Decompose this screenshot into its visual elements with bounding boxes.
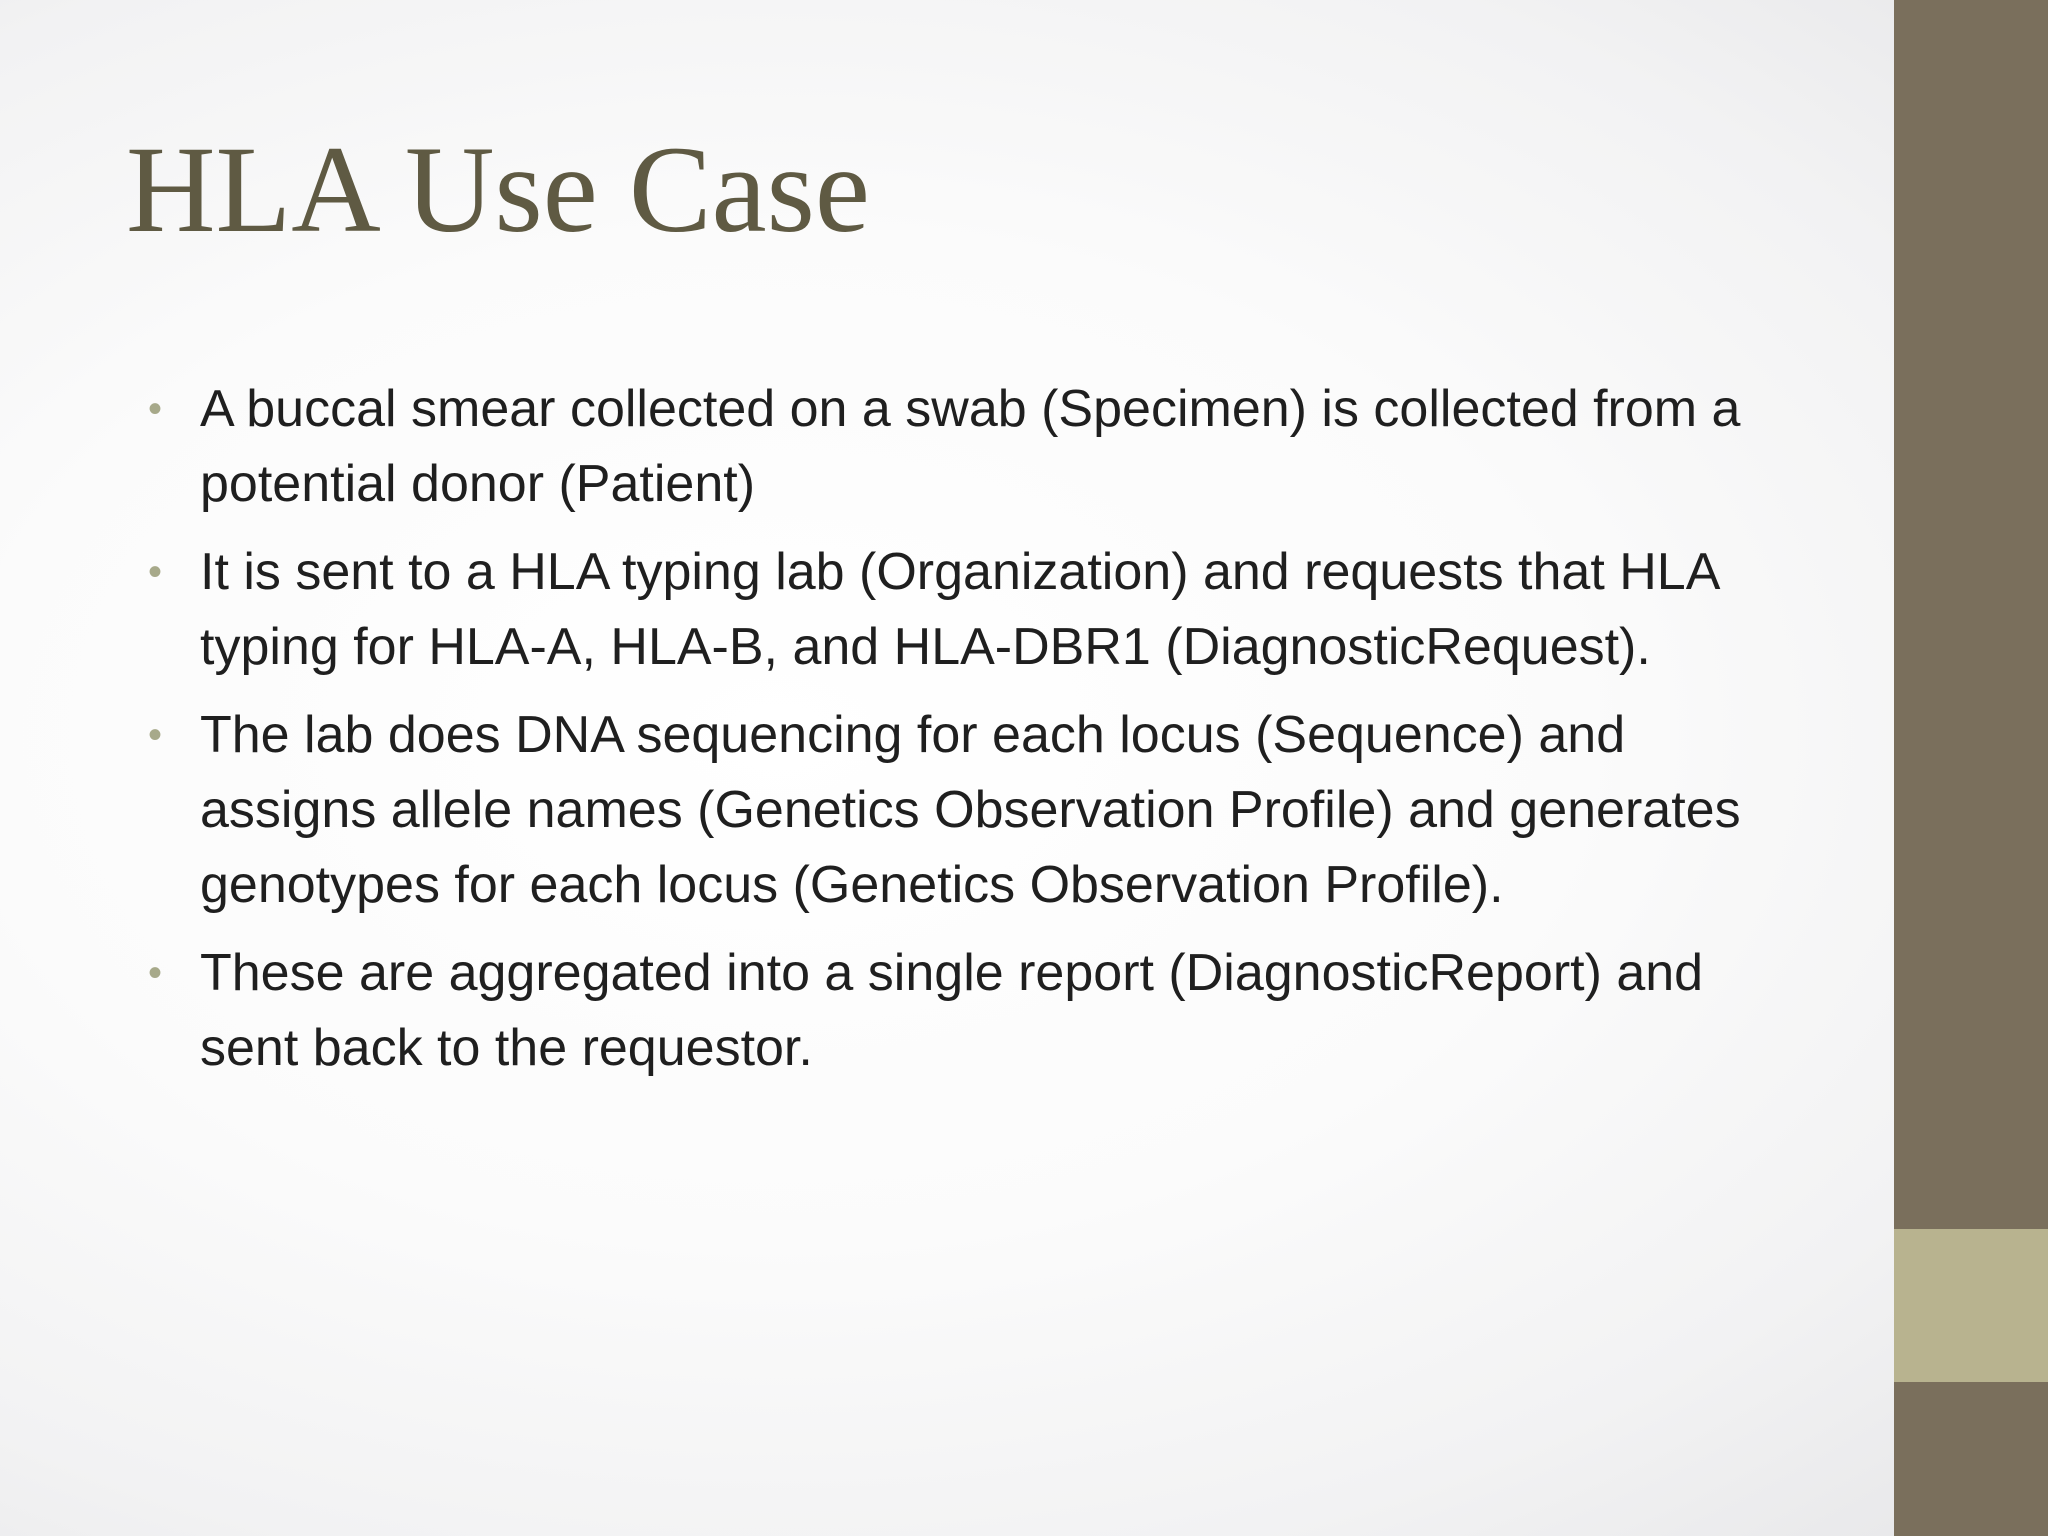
slide-title: HLA Use Case: [126, 121, 870, 258]
bullet-item-1: [148, 372, 1768, 522]
bullet-item-2: [148, 535, 1768, 685]
bullet-dot-icon: •: [148, 387, 163, 431]
bullet-item-3: [148, 698, 1768, 923]
bullet-dot-icon: •: [148, 550, 163, 594]
bullet-dot-icon: •: [148, 713, 163, 757]
bullet-text: A buccal smear collected on a swab (Specimen) is collected from a potential donor (Patient): [200, 380, 1741, 513]
bullet-item-4: [148, 936, 1768, 1086]
decorative-side-bar: [1894, 0, 2048, 1536]
bullet-text: The lab does DNA sequencing for each locus (Sequence) and assigns allele names (Genetics Observation Profile) and generates genotypes for each locus (Genetics Observation Profile).: [200, 706, 1741, 914]
side-bar-dark-top: [1894, 0, 2048, 1229]
bullet-dot-icon: •: [148, 951, 163, 995]
side-bar-dark-bottom: [1894, 1382, 2048, 1536]
side-bar-accent-block: [1894, 1229, 2048, 1382]
bullet-text: It is sent to a HLA typing lab (Organization) and requests that HLA typing for HLA-A, HLA-B, and HLA-DBR1 (DiagnosticRequest).: [200, 543, 1718, 676]
bullet-list: [148, 372, 1768, 1099]
bullet-text: These are aggregated into a single report (DiagnosticReport) and sent back to the requestor.: [200, 944, 1704, 1077]
